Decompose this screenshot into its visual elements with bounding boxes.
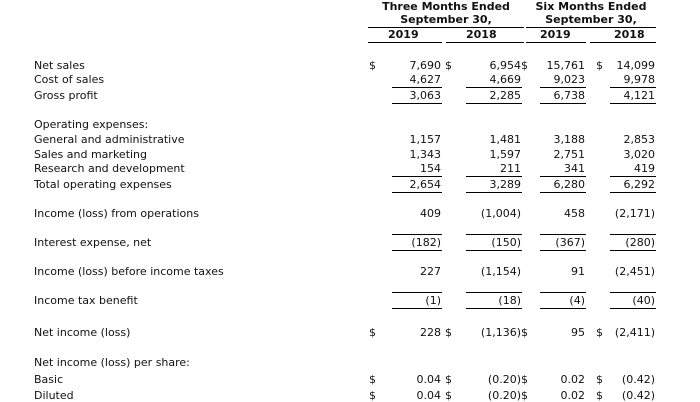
table-cell: 3,063 [409,89,441,102]
total-rule [610,250,656,251]
subtotal-rule [540,234,586,235]
year-header-3: 2019 [540,28,571,41]
six-months-line2: September 30, [545,13,637,26]
total-rule [540,250,586,251]
subtotal-rule [392,87,442,88]
currency-symbol: $ [369,59,376,72]
table-cell: 228 [420,326,441,339]
currency-symbol: $ [596,373,603,386]
table-cell: 6,280 [553,178,585,191]
table-cell: 3,188 [553,133,585,146]
table-cell: (1,136) [480,326,521,339]
table-cell: 15,761 [546,59,585,72]
currency-symbol: $ [445,59,452,72]
total-rule [466,308,522,309]
table-cell: 91 [571,265,585,278]
table-cell: 2,751 [553,148,585,161]
currency-symbol: $ [596,59,603,72]
table-cell: (2,451) [614,265,655,278]
table-cell: 9,023 [553,73,585,86]
row-label: General and administrative [34,133,185,146]
subtotal-rule [610,234,656,235]
table-cell: (0.20) [487,373,521,386]
table-cell: 4,669 [489,73,521,86]
currency-symbol: $ [521,326,528,339]
table-cell: (4) [569,294,585,307]
six-months-line1: Six Months Ended [535,0,647,13]
table-cell: (0.42) [621,389,655,402]
table-cell: 14,099 [616,59,655,72]
total-rule [540,308,586,309]
table-cell: 0.04 [416,389,441,402]
subtotal-rule [610,176,656,177]
table-cell: 458 [564,207,585,220]
row-label: Operating expenses: [34,118,149,131]
total-rule [610,192,656,193]
table-cell: 409 [420,207,441,220]
three-months-line1: Three Months Ended [382,0,510,13]
row-label: Net income (loss) [34,326,131,339]
currency-symbol: $ [369,389,376,402]
subtotal-rule [610,87,656,88]
table-cell: 419 [634,162,655,175]
currency-symbol: $ [369,373,376,386]
row-label: Sales and marketing [34,148,148,161]
row-label: Cost of sales [34,73,105,86]
table-cell: (40) [632,294,655,307]
table-cell: (1) [425,294,441,307]
table-cell: (150) [491,236,521,249]
table-cell: 4,627 [409,73,441,86]
row-label: Research and development [34,162,185,175]
table-cell: 1,343 [409,148,441,161]
total-rule [466,192,522,193]
currency-symbol: $ [521,389,528,402]
currency-symbol: $ [445,389,452,402]
table-cell: 211 [500,162,521,175]
table-cell: (367) [555,236,585,249]
table-cell: 2,285 [489,89,521,102]
table-cell: 3,020 [623,148,655,161]
total-rule [540,103,586,104]
subtotal-rule [466,87,522,88]
currency-symbol: $ [369,326,376,339]
table-cell: (2,411) [614,326,655,339]
subtotal-rule [466,292,522,293]
subtotal-rule [540,292,586,293]
total-rule [392,250,442,251]
row-label: Gross profit [34,89,98,102]
table-cell: 6,954 [489,59,521,72]
subtotal-rule [540,176,586,177]
total-rule [610,308,656,309]
currency-symbol: $ [596,389,603,402]
table-cell: 7,690 [409,59,441,72]
table-cell: 6,292 [623,178,655,191]
year-rule-4 [590,42,656,43]
subtotal-rule [466,176,522,177]
row-label: Income (loss) before income taxes [34,265,224,278]
row-label: Diluted [34,389,74,402]
table-cell: 9,978 [623,73,655,86]
year-rule-2 [446,42,524,43]
table-cell: 3,289 [489,178,521,191]
subtotal-rule [466,234,522,235]
table-cell: 2,853 [623,133,655,146]
total-rule [610,103,656,104]
total-rule [392,103,442,104]
year-header-1: 2019 [388,28,419,41]
row-label: Interest expense, net [34,236,152,249]
row-label: Net sales [34,59,85,72]
table-cell: 1,597 [489,148,521,161]
table-cell: 154 [420,162,441,175]
table-cell: 95 [571,326,585,339]
table-cell: (0.20) [487,389,521,402]
table-cell: 1,157 [409,133,441,146]
year-header-2: 2018 [466,28,497,41]
currency-symbol: $ [521,373,528,386]
total-rule [392,192,442,193]
total-rule [392,308,442,309]
subtotal-rule [610,292,656,293]
row-label: Basic [34,373,64,386]
table-cell: (1,154) [480,265,521,278]
table-cell: (18) [498,294,521,307]
year-rule-3 [526,42,586,43]
total-rule [466,250,522,251]
six-months-header [526,0,656,26]
row-label: Total operating expenses [34,178,172,191]
table-cell: 4,121 [623,89,655,102]
subtotal-rule [392,234,442,235]
table-cell: 227 [420,265,441,278]
subtotal-rule [540,87,586,88]
table-cell: 0.04 [416,373,441,386]
three-months-line2: September 30, [400,13,492,26]
table-cell: 1,481 [489,133,521,146]
row-label: Net income (loss) per share: [34,356,190,369]
table-cell: (1,004) [480,207,521,220]
table-cell: 341 [564,162,585,175]
table-cell: (280) [625,236,655,249]
currency-symbol: $ [521,59,528,72]
currency-symbol: $ [445,326,452,339]
currency-symbol: $ [445,373,452,386]
table-cell: (0.42) [621,373,655,386]
year-header-4: 2018 [614,28,645,41]
table-cell: 0.02 [560,373,585,386]
table-cell: 2,654 [409,178,441,191]
table-cell: (182) [411,236,441,249]
three-months-header [368,0,524,26]
row-label: Income (loss) from operations [34,207,199,220]
total-rule [540,192,586,193]
table-cell: 0.02 [560,389,585,402]
row-label: Income tax benefit [34,294,138,307]
subtotal-rule [392,176,442,177]
table-cell: (2,171) [614,207,655,220]
subtotal-rule [392,292,442,293]
table-cell: 6,738 [553,89,585,102]
total-rule [466,103,522,104]
currency-symbol: $ [596,326,603,339]
year-rule-1 [368,42,442,43]
